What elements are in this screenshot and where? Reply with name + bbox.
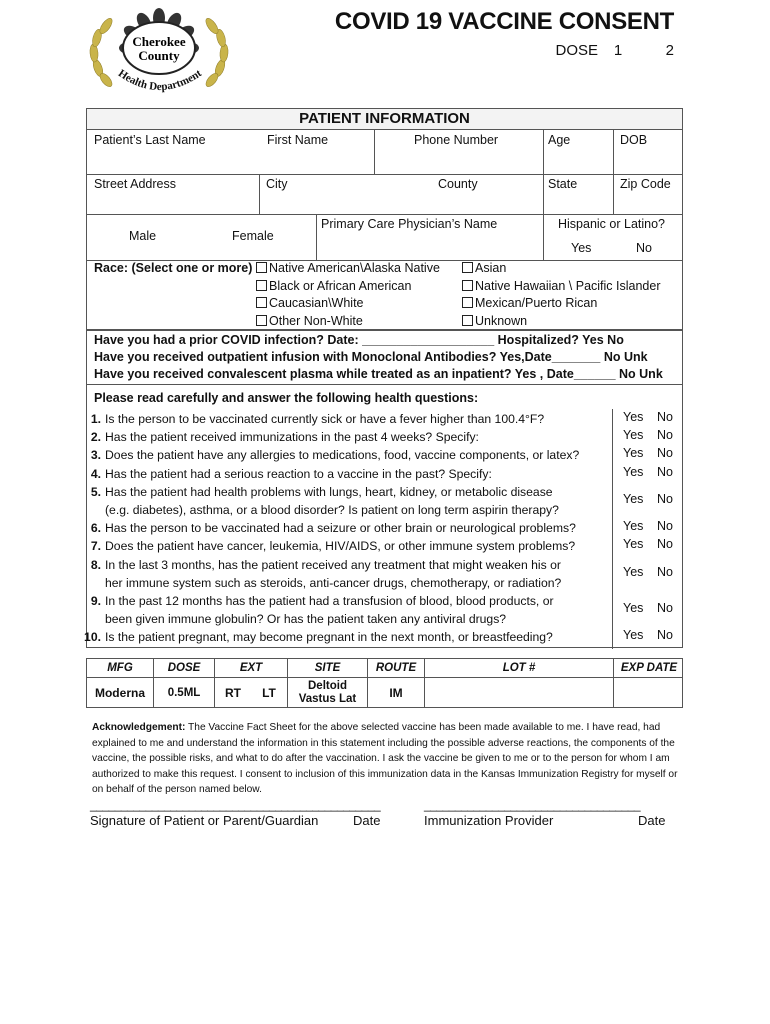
health-question-8 <box>87 556 684 592</box>
lot-field[interactable] <box>425 678 613 708</box>
race-option[interactable]: Mexican/Puerto Rican <box>462 295 661 313</box>
mfg-header: MFG <box>107 662 133 674</box>
race-options-left <box>256 260 440 330</box>
answer-yes[interactable]: Yes <box>623 564 644 579</box>
provider-signature-line[interactable]: ___________________________________ <box>424 798 641 812</box>
question-text: 10. Is the patient pregnant, may become pregnant in the next month, or breastfeeding? <box>84 630 553 645</box>
question-text: 1. Is the person to be vaccinated currently sick or have a fever higher than 100.4°F? <box>83 410 544 428</box>
answer-yes[interactable]: Yes <box>623 537 644 552</box>
lot-header: LOT # <box>502 662 536 674</box>
hispanic-no-option[interactable]: No <box>636 241 652 255</box>
ext-lt-option[interactable]: LT <box>262 686 276 700</box>
checkbox-icon <box>256 280 267 291</box>
checkbox-icon <box>462 280 473 291</box>
questions-header: Please read carefully and answer the following health questions: <box>94 391 479 405</box>
patient-information-section <box>86 108 683 330</box>
health-question-4 <box>87 465 684 483</box>
dose-selector <box>520 42 674 59</box>
last-name-field[interactable]: Patient’s Last Name <box>94 133 206 147</box>
health-questions-section <box>86 330 683 648</box>
answer-yes[interactable]: Yes <box>623 464 644 479</box>
question-number: 8. <box>90 557 101 572</box>
health-department-logo <box>84 8 234 108</box>
answer-no[interactable]: No <box>657 446 673 461</box>
monoclonal-question[interactable]: Have you received outpatient infusion with Monoclonal Antibodies? Yes,Date_______ No Unk <box>94 350 648 364</box>
checkbox-icon <box>462 262 473 273</box>
answer-yes[interactable]: Yes <box>623 428 644 443</box>
patient-signature-label: Signature of Patient or Parent/Guardian <box>90 813 319 828</box>
answer-yes[interactable]: Yes <box>623 491 644 506</box>
patient-signature-line[interactable]: _______________________________________________ <box>90 798 381 812</box>
hispanic-label: Hispanic or Latino? <box>558 217 666 231</box>
race-option[interactable]: Native Hawaiian \ Pacific Islander <box>462 278 661 296</box>
question-text: 8. In the last 3 months, has the patient received any treatment that might weaken his or her immune system such as steroids, anti-cancer drugs, chemotherapy, or radiation? <box>83 556 561 592</box>
mfg-value: Moderna <box>94 686 145 700</box>
female-option[interactable]: Female <box>232 229 274 243</box>
question-number: 2. <box>90 430 101 445</box>
race-option[interactable]: Native American\Alaska Native <box>256 260 440 278</box>
question-text: 2. Has the patient received immunizations in the past 4 weeks? Specify: <box>83 428 479 446</box>
ext-header: EXT <box>239 662 263 674</box>
question-number: 3. <box>90 448 101 463</box>
health-question-3 <box>87 446 684 464</box>
acknowledgement-label: Acknowledgement: <box>92 722 186 733</box>
acknowledgement-text: Acknowledgement: The Vaccine Fact Sheet for the above selected vaccine has been made available to me. I have read, had explained to me and understand the information in this statement including the possible adverse reactions, the components of the vaccine, the possible risks, and what to do after the vaccination. I ask the vaccine be given to me or to the person for whom I am authorized to make this request. I consent to inclusion of this immunization data in the Kansas Immunization Registry for myself or on behalf of the person named below. <box>92 722 678 795</box>
answer-no[interactable]: No <box>657 410 673 425</box>
site-vastus-lat[interactable]: Vastus Lat <box>298 693 357 705</box>
plasma-question[interactable]: Have you received convalescent plasma while treated as an inpatient? Yes , Date______ No Unk <box>94 367 663 381</box>
health-question-6 <box>87 519 684 537</box>
race-option[interactable]: Other Non-White <box>256 313 440 331</box>
dose-label: DOSE <box>555 42 598 59</box>
question-text: 4. Has the patient had a serious reaction to a vaccine in the past? Specify: <box>83 465 492 483</box>
answer-no[interactable]: No <box>657 564 673 579</box>
exp-date-header: EXP DATE <box>620 662 678 674</box>
answer-yes[interactable]: Yes <box>623 519 644 534</box>
checkbox-icon <box>256 262 267 273</box>
race-options-right <box>462 260 661 330</box>
provider-signature-label: Immunization Provider <box>424 813 554 828</box>
dose-option-1[interactable]: 1 <box>613 42 623 59</box>
svg-text:Cherokee: Cherokee <box>132 34 186 49</box>
answer-no[interactable]: No <box>657 628 673 643</box>
street-address-field[interactable]: Street Address <box>94 177 176 191</box>
route-header: ROUTE <box>375 662 417 674</box>
question-number: 4. <box>90 466 101 481</box>
health-question-9 <box>87 592 684 628</box>
health-question-2 <box>87 428 684 446</box>
race-option[interactable]: Unknown <box>462 313 661 331</box>
provider-date-label: Date <box>638 813 666 828</box>
form-title: COVID 19 VACCINE CONSENT <box>334 8 674 35</box>
question-number: 7. <box>90 539 101 554</box>
question-text: 5. Has the patient had health problems with lungs, heart, kidney, or metabolic disease (e.g. diabetes), asthma, or a blood disorder? Is patient on long term aspirin therapy? <box>83 483 559 519</box>
svg-text:County: County <box>138 48 180 63</box>
dose-value: 0.5ML <box>167 687 201 699</box>
question-number: 1. <box>90 412 101 426</box>
checkbox-icon <box>462 297 473 308</box>
question-text: 9. In the past 12 months has the patient had a transfusion of blood, blood products, or been given immune globulin? Or has the patient taken any antiviral drugs? <box>83 592 554 628</box>
answer-no[interactable]: No <box>657 464 673 479</box>
question-text: 3. Does the patient have any allergies to medications, food, vaccine components, or latex? <box>83 446 579 464</box>
race-option[interactable]: Black or African American <box>256 278 440 296</box>
question-number: 5. <box>90 484 101 499</box>
checkbox-icon <box>256 297 267 308</box>
answer-no[interactable]: No <box>657 537 673 552</box>
question-number: 10. <box>84 630 101 645</box>
state-field[interactable]: State <box>548 177 578 191</box>
svg-text:Health Department: Health Department <box>116 67 204 94</box>
dob-field[interactable]: DOB <box>620 133 648 147</box>
patient-information-header: PATIENT INFORMATION <box>87 109 682 130</box>
pcp-field[interactable]: Primary Care Physician’s Name <box>321 217 498 231</box>
ext-rt-option[interactable]: RT <box>225 686 241 700</box>
health-question-7 <box>87 537 684 555</box>
answer-yes[interactable]: Yes <box>623 601 644 616</box>
question-number: 9. <box>90 594 101 608</box>
dose-header: DOSE <box>167 662 201 674</box>
checkbox-icon <box>256 315 267 326</box>
site-deltoid[interactable]: Deltoid <box>308 680 347 692</box>
race-option[interactable]: Caucasian\White <box>256 295 440 313</box>
answer-no[interactable]: No <box>657 601 673 616</box>
race-label: Race: (Select one or more) <box>94 261 253 275</box>
vaccine-administration-table <box>86 658 683 708</box>
health-question-1 <box>87 410 684 428</box>
phone-field[interactable]: Phone Number <box>414 133 499 147</box>
prior-covid-question[interactable]: Have you had a prior COVID infection? Date: ___________________ Hospitalized? Yes No <box>94 333 624 347</box>
male-option[interactable]: Male <box>129 229 157 243</box>
exp-date-field[interactable] <box>614 678 684 708</box>
age-field[interactable]: Age <box>548 133 571 147</box>
answer-yes[interactable]: Yes <box>623 628 644 643</box>
site-options[interactable] <box>288 678 367 708</box>
city-field[interactable]: City <box>266 177 288 191</box>
route-value: IM <box>389 686 403 700</box>
checkbox-icon <box>462 315 473 326</box>
dose-option-2[interactable]: 2 <box>665 42 674 59</box>
race-option[interactable]: Asian <box>462 260 661 278</box>
first-name-field[interactable]: First Name <box>267 133 329 147</box>
question-text: 7. Does the patient have cancer, leukemia, HIV/AIDS, or other immune system problems? <box>83 537 575 555</box>
health-question-5 <box>87 483 684 519</box>
hispanic-yes-option[interactable]: Yes <box>571 241 592 255</box>
patient-date-label: Date <box>353 813 381 828</box>
answer-no[interactable]: No <box>657 428 673 443</box>
answer-no[interactable]: No <box>657 491 673 506</box>
answer-yes[interactable]: Yes <box>623 446 644 461</box>
county-field[interactable]: County <box>438 177 478 191</box>
question-text: 6. Has the person to be vaccinated had a seizure or other brain or neurological problems? <box>83 519 576 537</box>
answer-yes[interactable]: Yes <box>623 410 644 425</box>
site-header: SITE <box>314 662 341 674</box>
question-number: 6. <box>90 521 101 536</box>
zip-field[interactable]: Zip Code <box>620 177 671 191</box>
answer-no[interactable]: No <box>657 519 673 534</box>
health-question-10 <box>84 628 684 646</box>
